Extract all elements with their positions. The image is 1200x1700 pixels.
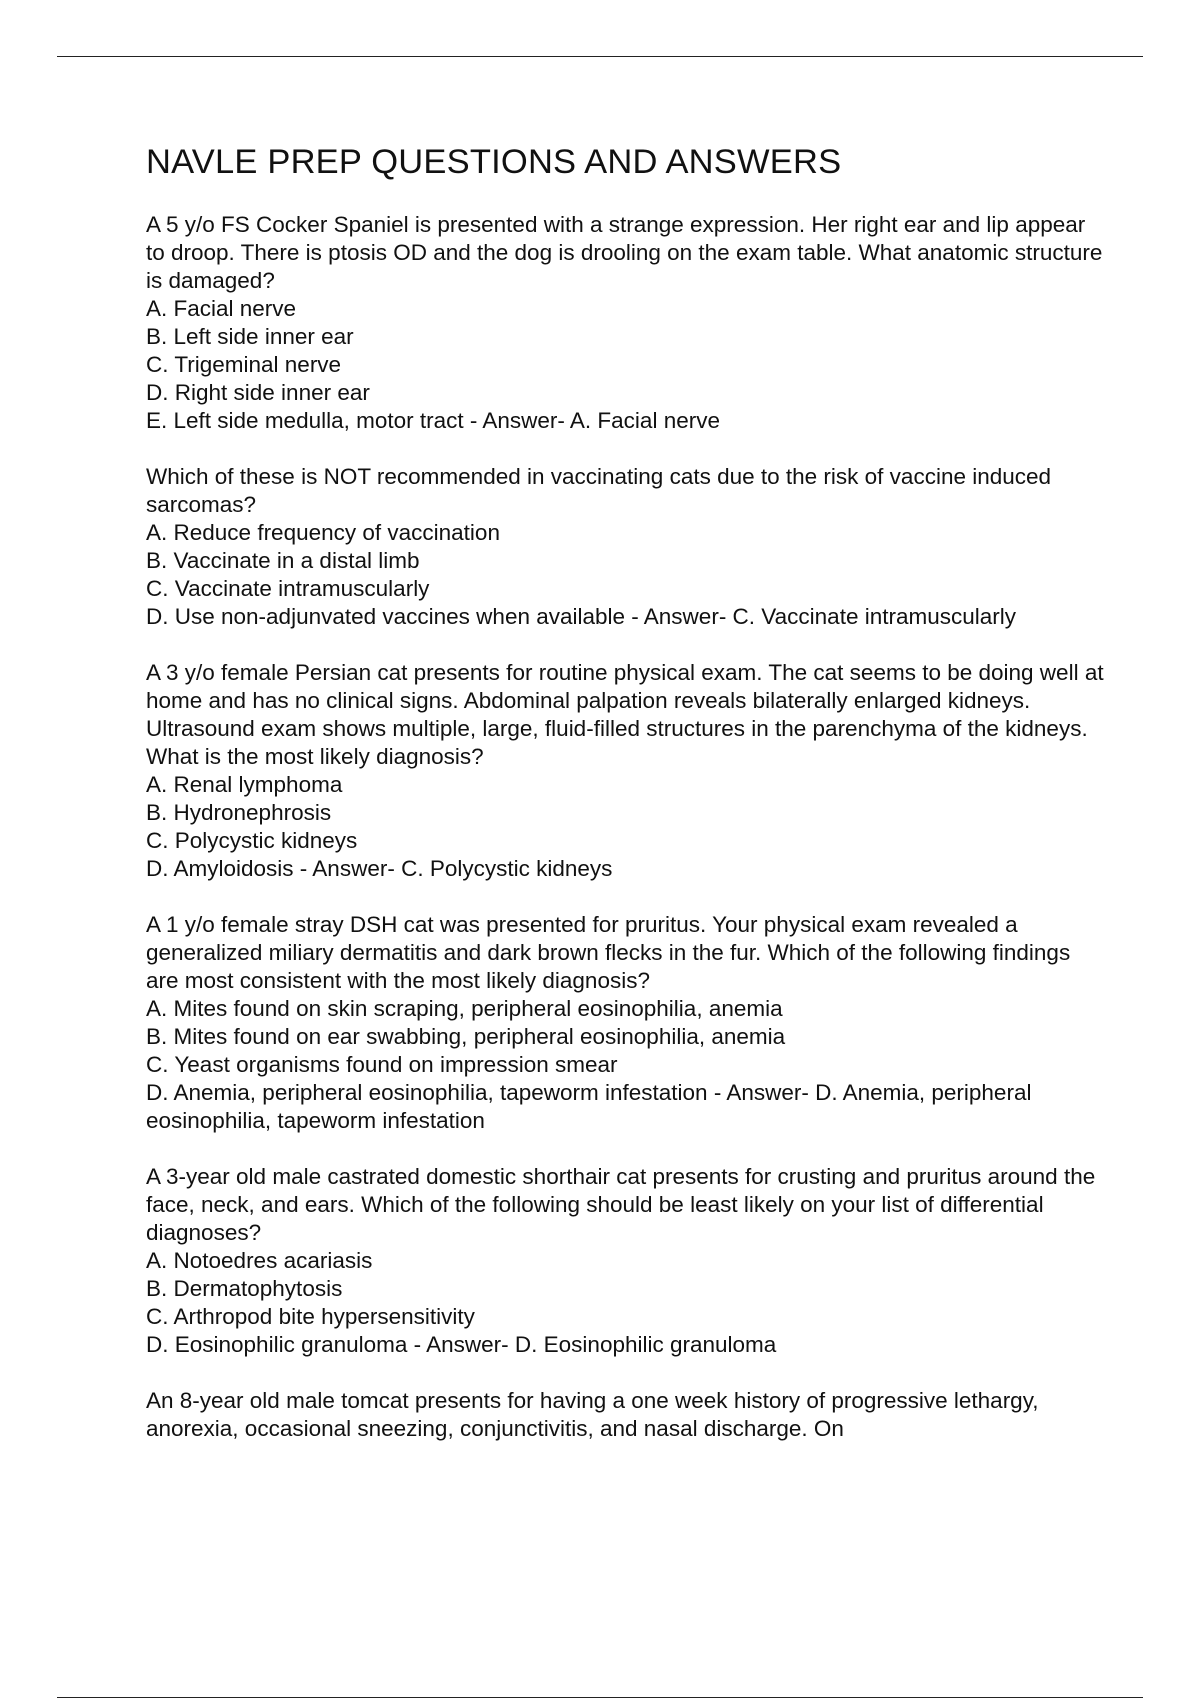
question-stem: A 3-year old male castrated domestic shorthair cat presents for crusting and pruritus around the face, neck, and ears. Which of the following should be least likely on your list of differential diagnoses? <box>146 1164 1096 1246</box>
answer-option: D. Use non-adjunvated vaccines when available - Answer- C. Vaccinate intramuscularly <box>146 604 1016 630</box>
answer-option: A. Mites found on skin scraping, peripheral eosinophilia, anemia <box>146 996 783 1022</box>
answer-option: B. Vaccinate in a distal limb <box>146 548 420 574</box>
answer-option: C. Vaccinate intramuscularly <box>146 576 430 602</box>
question-block-2 <box>146 463 1106 631</box>
answer-option: C. Yeast organisms found on impression smear <box>146 1052 618 1078</box>
top-rule <box>57 56 1143 57</box>
answer-option: A. Notoedres acariasis <box>146 1248 373 1274</box>
question-stem: Which of these is NOT recommended in vaccinating cats due to the risk of vaccine induced sarcomas? <box>146 464 1052 518</box>
answer-option: A. Renal lymphoma <box>146 772 343 798</box>
answer-option: D. Right side inner ear <box>146 380 370 406</box>
question-block-3 <box>146 659 1106 883</box>
question-block-1 <box>146 211 1106 435</box>
answer-option: A. Reduce frequency of vaccination <box>146 520 500 546</box>
answer-option: B. Hydronephrosis <box>146 800 332 826</box>
answer-option: D. Anemia, peripheral eosinophilia, tapeworm infestation - Answer- D. Anemia, peripheral eosinophilia, tapeworm infestation <box>146 1080 1032 1134</box>
document-title: NAVLE PREP QUESTIONS AND ANSWERS <box>146 143 842 181</box>
answer-option: C. Polycystic kidneys <box>146 828 358 854</box>
answer-option: A. Facial nerve <box>146 296 297 322</box>
answer-option: D. Eosinophilic granuloma - Answer- D. Eosinophilic granuloma <box>146 1332 777 1358</box>
answer-option: C. Trigeminal nerve <box>146 352 342 378</box>
question-stem: A 5 y/o FS Cocker Spaniel is presented with a strange expression. Her right ear and lip appear to droop. There is ptosis OD and the dog is drooling on the exam table. What anatomic structure is damaged? <box>146 212 1103 294</box>
question-block-4 <box>146 911 1106 1135</box>
document-body <box>146 142 1106 1471</box>
answer-option: D. Amyloidosis - Answer- C. Polycystic kidneys <box>146 856 613 882</box>
question-block-5 <box>146 1163 1106 1359</box>
bottom-rule <box>57 1697 1143 1698</box>
question-stem: A 1 y/o female stray DSH cat was presented for pruritus. Your physical exam revealed a generalized miliary dermatitis and dark brown flecks in the fur. Which of the following findings are most consistent with the most likely diagnosis? <box>146 912 1071 994</box>
answer-option: E. Left side medulla, motor tract - Answer- A. Facial nerve <box>146 408 720 434</box>
answer-option: B. Dermatophytosis <box>146 1276 343 1302</box>
answer-option: B. Left side inner ear <box>146 324 354 350</box>
question-stem: A 3 y/o female Persian cat presents for routine physical exam. The cat seems to be doing well at home and has no clinical signs. Abdominal palpation reveals bilaterally enlarged kidneys. Ultrasound exam shows multiple, large, fluid-filled structures in the parenchyma of the kidneys. What is the most likely diagnosis? <box>146 660 1104 770</box>
answer-option: C. Arthropod bite hypersensitivity <box>146 1304 475 1330</box>
question-stem: An 8-year old male tomcat presents for having a one week history of progressive lethargy, anorexia, occasional sneezing, conjunctivitis, and nasal discharge. On <box>146 1388 1039 1442</box>
answer-option: B. Mites found on ear swabbing, peripheral eosinophilia, anemia <box>146 1024 786 1050</box>
question-block-6 <box>146 1387 1106 1443</box>
